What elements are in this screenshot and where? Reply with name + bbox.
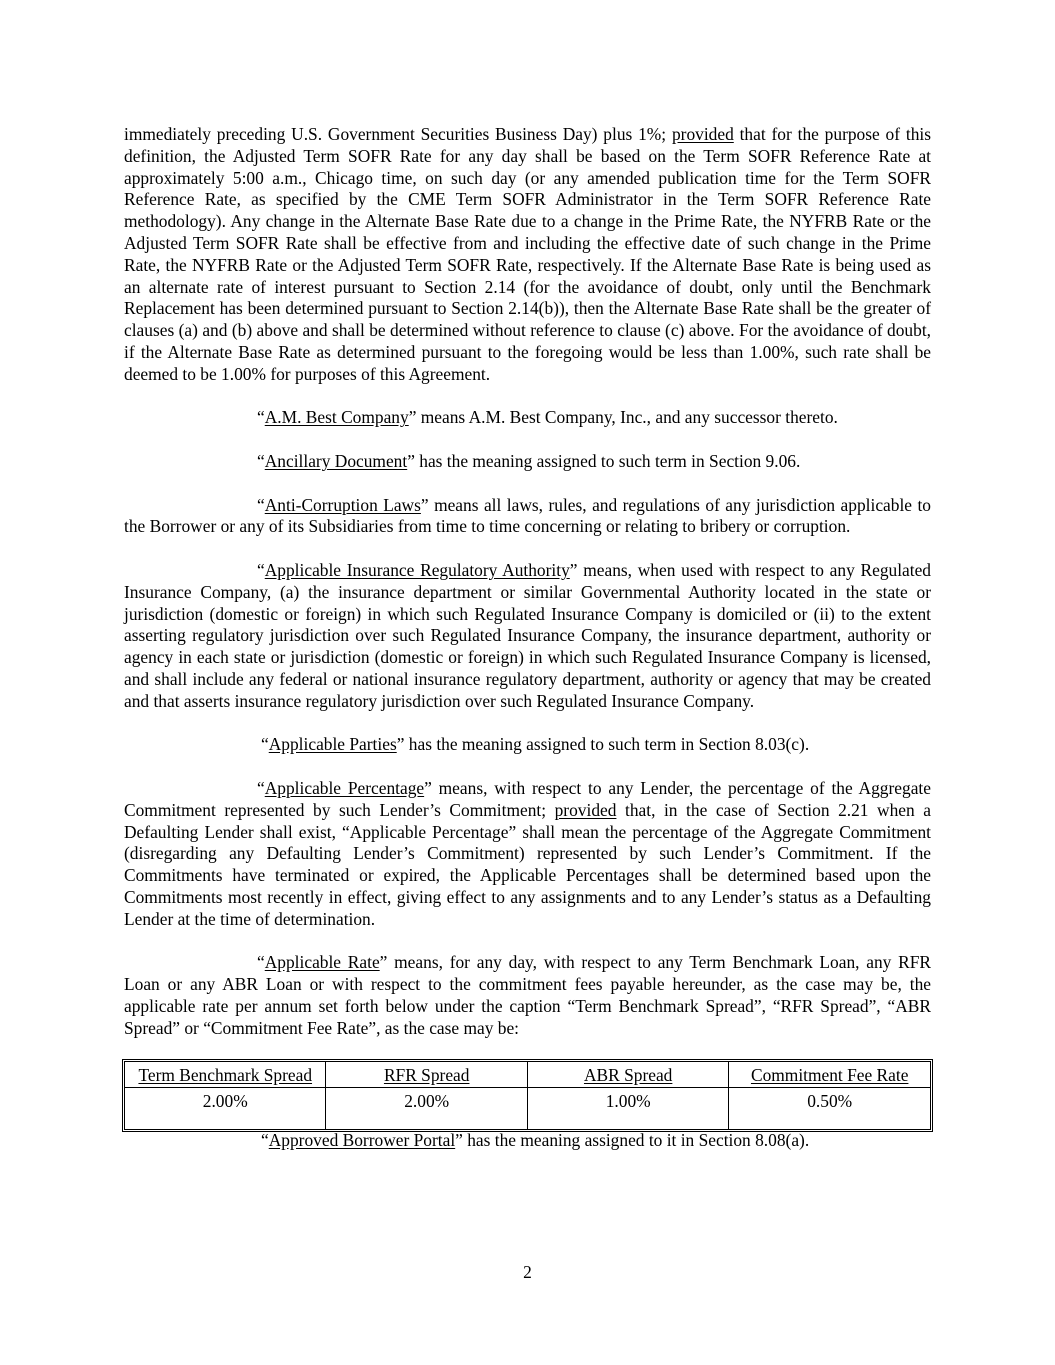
defined-term: Applicable Percentage [264,777,425,798]
definition-text: ” has the meaning assigned to such term in Section 9.06. [407,450,801,471]
defined-term: Anti-Corruption Laws [264,494,421,515]
table-cell: 1.00% [528,1088,729,1129]
table-cell: 2.00% [326,1088,527,1129]
provided-underlined: provided [671,124,734,144]
header-commitment-fee-rate: Commitment Fee Rate [750,1065,909,1086]
defined-term: Ancillary Document [264,450,408,471]
definition-applicable-rate [124,952,931,1039]
table-cell: 0.50% [807,1091,853,1112]
page-number: 2 [523,1262,532,1282]
defined-term: A.M. Best Company [264,407,409,428]
open-quote: “ [261,1130,269,1151]
defined-term: Applicable Parties [268,734,397,755]
header-abr-spread: ABR Spread [583,1065,673,1086]
definition-ancillary-document [124,451,931,473]
table-row [125,1088,930,1129]
open-quote: “ [257,407,265,428]
table-header-cell [729,1062,930,1088]
text-run: immediately preceding U.S. Government Securities Business Day) plus 1%; [124,124,672,144]
table-header-row [125,1062,930,1088]
document-page [124,124,931,1152]
definition-text: ” means A.M. Best Company, Inc., and any successor thereto. [408,407,838,428]
table-header-cell [528,1062,729,1088]
text-run: that for the purpose of this definition, the Adjusted Term SOFR Rate for any day shall be based on the Term SOFR Reference Rate at approximately 5:00 a.m., Chicago time, on such day (or any amended publication time for the Term SOFR Reference Rate, as specified by the CME Term SOFR Administrator in the Term SOFR Reference Rate methodology). Any change in the Alternate Base Rate due to a change in the Prime Rate, the NYFRB Rate or the Adjusted Term SOFR Rate shall be effective from and including the effective date of such change in the Prime Rate, the NYFRB Rate or the Adjusted Term SOFR Rate, respectively. If the Alternate Base Rate is being used as an alternate rate of interest pursuant to Section 2.14 (for the avoidance of doubt, only until the Benchmark Replacement has been determined pursuant to Section 2.14(b)), then the Alternate Base Rate shall be the greater of clauses (a) and (b) above and shall be determined without reference to clause (c) above. For the avoidance of doubt, if the Alternate Base Rate as determined pursuant to the foregoing would be less than 1.00%, such rate shall be deemed to be 1.00% for purposes of this Agreement. [124,124,931,384]
definition-applicable-percentage [124,778,931,931]
table-header-cell [125,1062,326,1088]
header-term-benchmark-spread: Term Benchmark Spread [138,1065,313,1086]
header-rfr-spread: RFR Spread [383,1065,470,1086]
provided-underlined: provided [554,799,617,820]
open-quote: “ [257,952,265,973]
definition-text: ” means, for any day, with respect to any Term Benchmark Loan, any RFR Loan or any ABR Loan or with respect to the commitment fees payable hereunder, as the case may be, the applicable rate per annum set forth below under the caption “Term Benchmark Spread”, “RFR Spread”, “ABR Spread” or “Commitment Fee Rate”, as the case may be: [124,952,932,1038]
open-quote: “ [257,450,265,471]
open-quote: “ [257,777,265,798]
definition-text: that, in the case of Section 2.21 when a Defaulting Lender shall exist, “Applicable Percentage” shall mean the percentage of the Aggregate Commitment (disregarding any Defaulting Lender’s Commitment) represented by such Lender’s Commitment. If the Commitments have terminated or expired, the Applicable Percentages shall be determined based upon the Commitments most recently in effect, giving effect to any assignments and to any Lender’s status as a Defaulting Lender at the time of determination. [124,799,931,929]
definition-text: ” means, when used with respect to any Regulated Insurance Company, (a) the insurance department or similar Governmental Authority located in the state or jurisdiction (domestic or foreign) in which such Regulated Insurance Company is domiciled or (ii) to the extent asserting regulatory jurisdiction over such Regulated Insurance Company, the insurance department, authority or agency in each state or jurisdiction (domestic or foreign) in which such Regulated Insurance Company is licensed, and shall include any federal or national insurance regulatory department, authority or agency that may be created and that asserts insurance regulatory jurisdiction over such Regulated Insurance Company. [124,559,932,711]
definition-text: ” has the meaning assigned to such term in Section 8.03(c). [396,734,810,755]
defined-term: Applicable Insurance Regulatory Authority [264,559,570,580]
table-header-cell [326,1062,527,1088]
table-cell: 2.00% [125,1088,326,1129]
definition-text: ” means, with respect to any Lender, the percentage of the Aggregate Commitment represented by such Lender’s Commitment; [124,777,931,820]
paragraph-alternate-base-rate-continuation [124,124,931,386]
definition-applicable-insurance-regulatory-authority [124,560,931,713]
definition-applicable-parties [124,734,931,756]
definition-approved-borrower-portal [124,1130,931,1152]
defined-term: Approved Borrower Portal [268,1130,456,1151]
definition-text: ” has the meaning assigned to it in Section 8.08(a). [455,1130,810,1151]
definition-am-best-company [124,407,931,429]
defined-term: Applicable Rate [264,952,380,973]
applicable-rate-table [124,1061,931,1130]
open-quote: “ [257,559,265,580]
open-quote: “ [261,734,269,755]
definition-text: ” means all laws, rules, and regulations of any jurisdiction applicable to the Borrower or any of its Subsidiaries from time to time concerning or relating to bribery or corruption. [124,494,931,537]
definition-anti-corruption-laws [124,495,931,539]
open-quote: “ [257,494,265,515]
